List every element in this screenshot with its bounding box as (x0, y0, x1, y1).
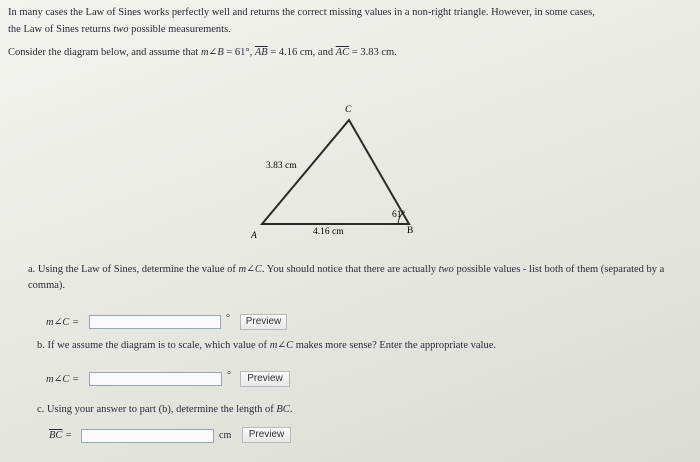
part-a-text-post: possible values - list both of them (separated by a comma). (28, 264, 665, 291)
part-a-preview-button[interactable]: Preview (240, 314, 287, 330)
part-c-label (49, 430, 72, 441)
part-a-answer-input[interactable] (89, 315, 221, 329)
intro-line-2-post: possible measurements. (128, 24, 231, 35)
consider-ac: $\overline{AC}$ (335, 47, 350, 58)
side-ab-label: 4.16 cm (313, 227, 344, 237)
consider-pre: Consider the diagram below, and assume that (8, 47, 201, 58)
part-b-expr: m∠C (269, 340, 294, 351)
part-b-question (37, 339, 496, 351)
part-c-answer-input[interactable] (81, 429, 214, 443)
part-a-label: m∠C = (46, 317, 80, 328)
part-b-answer-input[interactable] (89, 372, 222, 386)
part-c-question (37, 404, 292, 415)
vertex-c-label: C (345, 105, 352, 115)
intro-line-1: In many cases the Law of Sines works perfectly well and returns the correct missing values in a non-right triangle. However, in some cases, (8, 7, 595, 18)
part-a-question (28, 262, 678, 294)
part-a-text-pre: a. Using the Law of Sines, determine the value of (28, 264, 239, 275)
consider-ab-val: = 4.16 cm, and (267, 47, 336, 58)
consider-ac-val: = 3.83 cm. (349, 47, 397, 58)
part-b-preview-button[interactable]: Preview (240, 371, 290, 387)
part-c-label-eq: = (62, 430, 73, 441)
part-c-text-pre: c. Using your answer to part (b), determine the length of (37, 404, 277, 415)
part-a-degree-unit: ° (226, 313, 230, 324)
consider-ab: $\overline{AB}$ (254, 47, 268, 58)
part-a-text-mid: . You should notice that there are actually (261, 264, 439, 275)
part-a-expr: m∠C (238, 264, 262, 275)
part-c-expr: BC (276, 404, 290, 415)
vertex-a-label: A (251, 231, 257, 241)
consider-angle-expr: m∠B (200, 47, 224, 58)
intro-line-2-pre: the Law of Sines returns (8, 24, 114, 35)
part-c-unit: cm (219, 430, 232, 441)
part-a-em: two (438, 264, 454, 275)
side-ac-label: 3.83 cm (266, 161, 297, 171)
consider-angle-val: = 61°, (223, 47, 255, 58)
part-c-preview-button[interactable]: Preview (242, 427, 291, 443)
part-b-label: m∠C = (46, 374, 80, 385)
intro-line-2-em: two (113, 24, 129, 35)
vertex-b-label: B (407, 226, 414, 236)
triangle-shape (262, 120, 409, 224)
part-b-text-post: makes more sense? Enter the appropriate value. (293, 340, 496, 351)
part-c-label-bc: $\overline{BC}$ (49, 430, 63, 441)
part-b-degree-unit: ° (227, 370, 231, 381)
angle-b-label: 61° (392, 210, 406, 220)
part-b-text-pre: b. If we assume the diagram is to scale, which value of (37, 340, 270, 351)
part-c-text-post: . (289, 404, 293, 415)
